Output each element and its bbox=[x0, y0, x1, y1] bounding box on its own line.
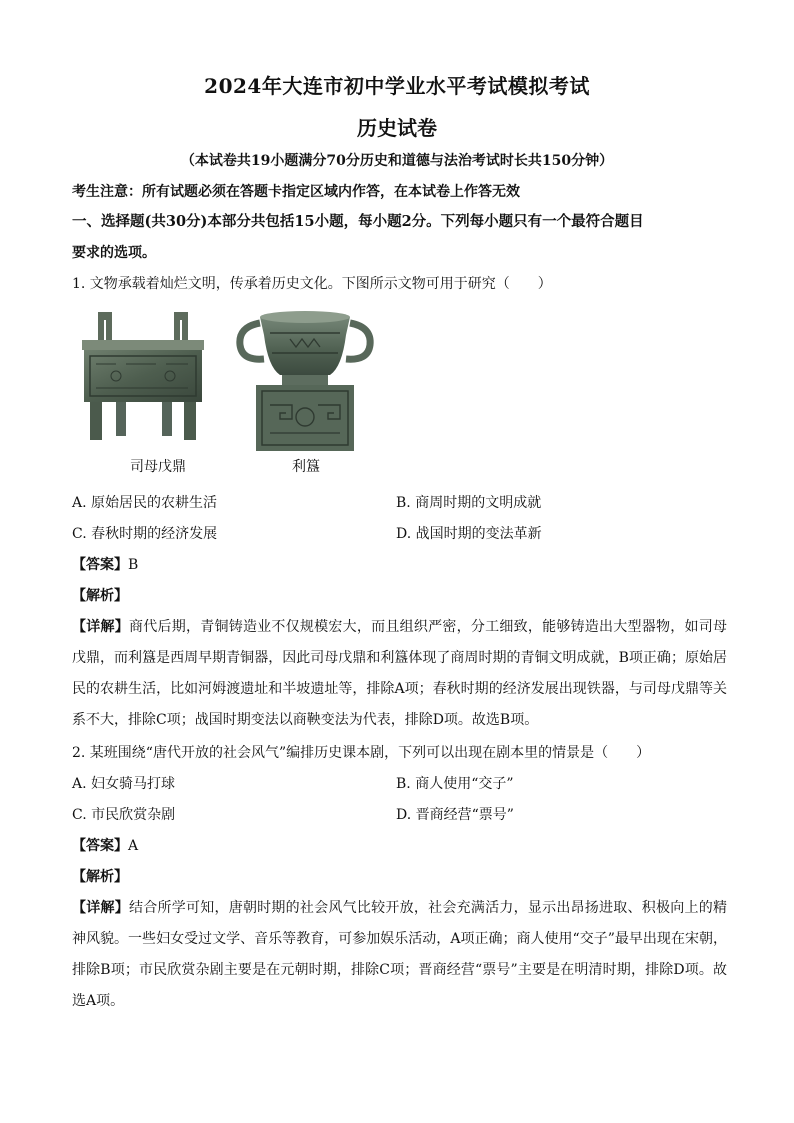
q1-option-a: A. 原始居民的农耕生活 bbox=[72, 495, 218, 511]
simuwu-ding-image bbox=[76, 308, 210, 444]
q1-detail bbox=[72, 612, 727, 736]
q1-option-d: D. 战国时期的变法革新 bbox=[396, 526, 542, 542]
fig1-caption: 司母戊鼎 bbox=[130, 459, 186, 475]
section-heading-line2: 要求的选项。 bbox=[72, 245, 156, 261]
q1-detail-text: 商代后期，青铜铸造业不仅规模宏大，而且组织严密，分工细致，能够铸造出大型器物，如司母戊鼎，而利簋是西周早期青铜器，因此司母戊鼎和利簋体现了商周时期的青铜文明成就，B项正确；原始居民的农耕生活，比如河姆渡遗址和半坡遗址等，排除A项；春秋时期的经济发展出现铁器，与司母戊鼎等关系不大，排除C项；战国时期变法以商鞅变法为代表，排除D项。故选B项。 bbox=[72, 619, 728, 728]
q1-option-b: B. 商周时期的文明成就 bbox=[396, 495, 542, 511]
exam-note: （本试卷共19小题满分70分历史和道德与法治考试时长共150分钟） bbox=[180, 153, 614, 169]
answer-tag: 【答案】 bbox=[72, 838, 128, 854]
notice: 考生注意：所有试题必须在答题卡指定区域内作答，在本试卷上作答无效 bbox=[72, 184, 520, 200]
li-gui-image bbox=[230, 305, 380, 453]
q1-option-c: C. 春秋时期的经济发展 bbox=[72, 526, 218, 542]
answer-tag: 【答案】 bbox=[72, 557, 128, 573]
q2-option-c: C. 市民欣赏杂剧 bbox=[72, 807, 176, 823]
exam-subtitle: 历史试卷 bbox=[357, 116, 437, 140]
q1-answer-line bbox=[72, 555, 727, 575]
section-heading-line1: 一、选择题(共30分)本部分共包括15小题，每小题2分。下列每小题只有一个最符合题目 bbox=[72, 213, 644, 230]
q2-option-b: B. 商人使用“交子” bbox=[396, 776, 514, 792]
q2-answer-line bbox=[72, 836, 727, 856]
q1-stem: 1. 文物承载着灿烂文明，传承着历史文化。下图所示文物可用于研究（ ） bbox=[72, 276, 552, 292]
detail-tag: 【详解】 bbox=[72, 900, 129, 916]
q2-detail bbox=[72, 893, 727, 1017]
q2-option-d: D. 晋商经营“票号” bbox=[396, 807, 514, 823]
detail-tag: 【详解】 bbox=[72, 619, 129, 635]
fig2-caption: 利簋 bbox=[292, 459, 320, 475]
q1-analysis-tag: 【解析】 bbox=[72, 588, 128, 604]
exam-title: 2024年大连市初中学业水平考试模拟考试 bbox=[204, 74, 590, 98]
q2-answer: A bbox=[128, 838, 139, 854]
q2-stem: 2. 某班围绕“唐代开放的社会风气”编排历史课本剧，下列可以出现在剧本里的情景是（ ） bbox=[72, 745, 651, 761]
q2-detail-text: 结合所学可知，唐朝时期的社会风气比较开放，社会充满活力，显示出昂扬进取、积极向上的精神风貌。一些妇女受过文学、音乐等教育，可参加娱乐活动，A项正确；商人使用“交子”最早出现在宋朝，排除B项；市民欣赏杂剧主要是在元朝时期，排除C项；晋商经营“票号”主要是在明清时期，排除D项。故选A项。 bbox=[72, 900, 728, 1009]
q1-answer: B bbox=[128, 557, 139, 573]
q2-option-a: A. 妇女骑马打球 bbox=[72, 776, 176, 792]
q2-analysis-tag: 【解析】 bbox=[72, 869, 128, 885]
